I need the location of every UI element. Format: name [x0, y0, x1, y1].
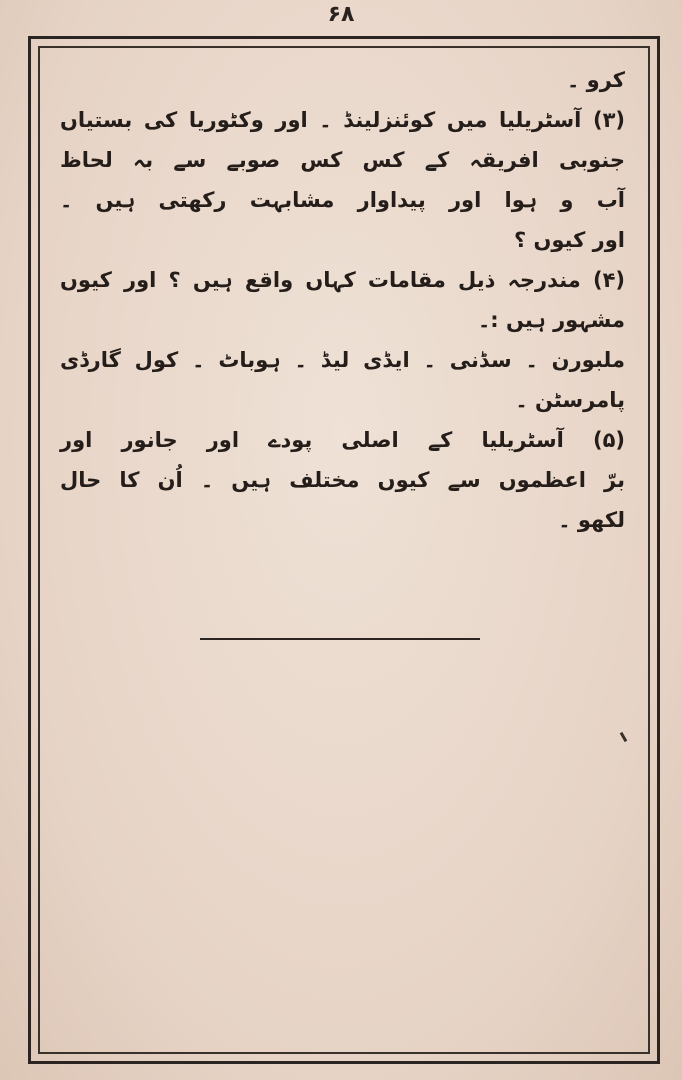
question-4-line: (۴) مندرجہ ذیل مقامات کہاں واقع ہیں ؟ اور کیوں: [60, 268, 625, 292]
question-5-line: (۵) آسٹریلیا کے اصلی پودے اور جانور اور: [60, 428, 625, 452]
text-line: آب و ہوا اور پیداوار مشابہت رکھتی ہیں ۔: [60, 188, 625, 212]
section-divider: [200, 638, 480, 640]
places-list-line: ملبورن ۔ سڈنی ۔ ایڈی لیڈ ۔ ہوباٹ ۔ کول گارڈی: [60, 348, 625, 372]
text-line: برّ اعظموں سے کیوں مختلف ہیں ۔ اُن کا حال: [60, 468, 625, 492]
text-line: پامرسٹن ۔: [515, 388, 625, 412]
text-line: اور کیوں ؟: [513, 228, 625, 252]
question-3-line: (۳) آسٹریلیا میں کوئنزلینڈ ۔ اور وکٹوریا کی بستیاں: [60, 108, 625, 132]
text-line: لکھو ۔: [558, 508, 625, 532]
text-line: کرو ۔: [567, 68, 625, 92]
text-line: مشہور ہیں :۔: [477, 308, 625, 332]
exercise-text: [60, 60, 625, 540]
page-number: ۶۸: [327, 2, 355, 27]
text-line: جنوبی افریقہ کے کس کس صوبے سے بہ لحاظ: [60, 148, 625, 172]
